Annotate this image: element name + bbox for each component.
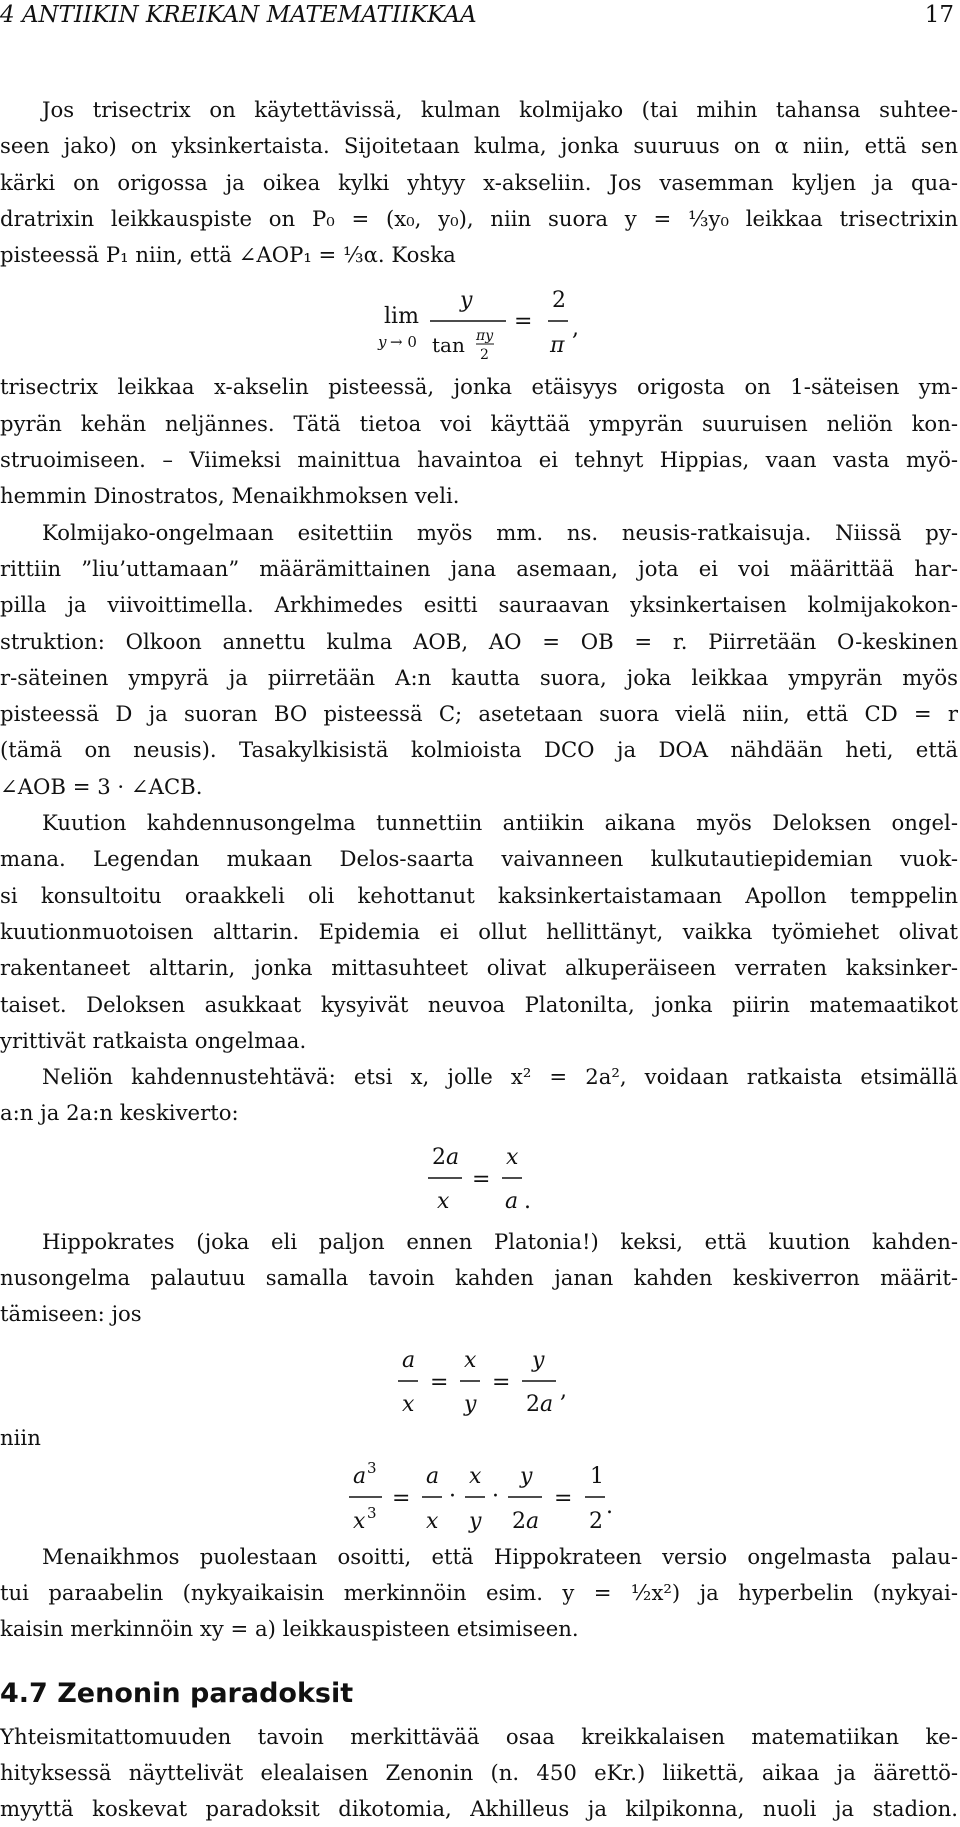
text-line: Kuution kahdennusongelma tunnettiin antiikin aikana myös Deloksen ongel-: [0, 805, 958, 841]
text-line: (tämä on neusis). Tasakylkisistä kolmioista DCO ja DOA nähdään heti, että: [0, 732, 958, 768]
svg-text:x: x: [353, 1509, 366, 1534]
svg-text:a: a: [426, 1464, 439, 1489]
paragraph-delian-problem: [0, 805, 958, 1059]
equation-limit: [0, 273, 958, 365]
text-line: kärki on origossa ja oikea kylki yhtyy x-akseliin. Jos vasemman kyljen ja qua-: [0, 165, 958, 201]
text-line: r-säteinen ympyrä ja piirretään A:n kautta suora, joka leikkaa ympyrän myös: [0, 660, 958, 696]
svg-text:π: π: [549, 333, 565, 358]
text-line: taiset. Deloksen asukkaat kysyivät neuvoa Platonilta, jonka piirin matemaatikot: [0, 987, 958, 1023]
svg-text:y: y: [463, 1392, 477, 1417]
text-line: Kolmijako-ongelmaan esitettiin myös mm. ns. neusis-ratkaisuja. Niissä py-: [0, 515, 958, 551]
svg-text:=: =: [514, 309, 532, 334]
paragraph-neusis: [0, 515, 958, 805]
svg-text:=: =: [554, 1486, 572, 1511]
svg-text:x: x: [469, 1464, 482, 1489]
equation-two-means: [0, 1333, 958, 1539]
svg-text:.: .: [524, 1189, 531, 1214]
svg-text:lim: lim: [384, 304, 419, 329]
svg-text:y: y: [459, 288, 473, 313]
svg-text:=: =: [430, 1370, 448, 1395]
svg-text:x: x: [402, 1392, 415, 1417]
svg-text:=: =: [472, 1167, 490, 1192]
text-line: kaisin merkinnöin xy = a) leikkauspisteen etsimiseen.: [0, 1611, 958, 1647]
svg-text:·: ·: [449, 1484, 456, 1509]
equation-mean-proportional: [0, 1132, 958, 1224]
text-line: pisteessä D ja suoran BO pisteessä C; asetetaan suora vielä niin, että CD = r: [0, 696, 958, 732]
svg-text:,: ,: [572, 316, 579, 341]
svg-text:2: 2: [552, 288, 566, 313]
svg-text:x: x: [426, 1509, 439, 1534]
paragraph-square-doubling: [0, 1059, 958, 1132]
svg-text:,: ,: [560, 1378, 567, 1403]
svg-text:3: 3: [367, 1459, 377, 1477]
text-line: struoimiseen. – Viimeksi mainittua havaintoa ei tehnyt Hippias, vaan vasta myö-: [0, 442, 958, 478]
svg-text:a: a: [505, 1189, 518, 1214]
paragraph-trisectrix: [0, 92, 958, 273]
text-line: pilla ja viivoittimella. Arkhimedes esitti sauraavan yksinkertaisen kolmijakokon-: [0, 587, 958, 623]
page-body: [0, 92, 958, 1827]
text-line: rittiin ”liu’uttamaan” määrämittainen jana asemaan, jota ei voi määrittää har-: [0, 551, 958, 587]
svg-text:a: a: [353, 1464, 366, 1489]
paragraph-quadrature: [0, 369, 958, 514]
text-line: pyrän kehän neljännes. Tätä tietoa voi käyttää ympyrän suuruisen neliön kon-: [0, 406, 958, 442]
text-line: hemmin Dinostratos, Menaikhmoksen veli.: [0, 478, 958, 514]
text-line: tämiseen: jos: [0, 1296, 958, 1332]
chapter-title: 4 ANTIIKIN KREIKAN MATEMATIIKKAA: [0, 2, 477, 28]
paragraph-menaechmus: [0, 1539, 958, 1648]
svg-text:tan: tan: [432, 333, 465, 357]
svg-text:2a: 2a: [526, 1392, 553, 1417]
svg-text:.: .: [606, 1494, 613, 1519]
text-line: dratrixin leikkauspiste on P₀ = (x₀, y₀), niin suora y = ⅓y₀ leikkaa trisectrixin: [0, 201, 958, 237]
text-line: myyttä koskevat paradoksit dikotomia, Akhilleus ja kilpikonna, nuoli ja stadion.: [0, 1791, 958, 1827]
text-line: Yhteismitattomuuden tavoin merkittävää osaa kreikkalaisen matematiikan ke-: [0, 1719, 958, 1755]
text-line: Menaikhmos puolestaan osoitti, että Hippokrateen versio ongelmasta palau-: [0, 1539, 958, 1575]
svg-text:x: x: [464, 1348, 477, 1373]
text-line: yrittivät ratkaista ongelmaa.: [0, 1023, 958, 1059]
limit-equation-graphic: [0, 273, 960, 365]
text-line: Jos trisectrix on käytettävissä, kulman kolmijako (tai mihin tahansa suhtee-: [0, 92, 958, 128]
svg-text:1: 1: [590, 1464, 604, 1489]
svg-text:=: =: [392, 1486, 410, 1511]
text-line: tui paraabelin (nykyaikaisin merkinnöin esim. y = ½x²) ja hyperbelin (nykyai-: [0, 1575, 958, 1611]
niin-word: niin: [0, 1425, 41, 1450]
text-line: Neliön kahdennustehtävä: etsi x, jolle x² = 2a², voidaan ratkaista etsimällä: [0, 1059, 958, 1095]
text-line: rakentaneet alttarin, jonka mittasuhteet olivat alkuperäiseen verraten kaksinker-: [0, 950, 958, 986]
svg-text:2: 2: [589, 1509, 603, 1534]
svg-text:y: y: [377, 333, 387, 351]
svg-text:x: x: [506, 1145, 519, 1170]
text-line: Hippokrates (joka eli paljon ennen Platonia!) keksi, että kuution kahden-: [0, 1224, 958, 1260]
text-line: nusongelma palautuu samalla tavoin kahden janan kahden keskiverron määrit-: [0, 1260, 958, 1296]
text-line: mana. Legendan mukaan Delos-saarta vaivanneen kulkutautiepidemian vuok-: [0, 841, 958, 877]
page-header: [0, 0, 960, 40]
page-number: 17: [925, 2, 954, 28]
paragraph-zeno: [0, 1719, 958, 1827]
text-line: struktion: Olkoon annettu kulma AOB, AO = OB = r. Piirretään O-keskinen: [0, 624, 958, 660]
text-line: si konsultoitu oraakkeli oli kehottanut kaksinkertaistamaan Apollon temppelin: [0, 878, 958, 914]
text-line: seen jako) on yksinkertaista. Sijoitetaan kulma, jonka suuruus on α niin, että sen: [0, 128, 958, 164]
svg-text:2a: 2a: [432, 1145, 459, 1170]
mean-proportional-graphic: [0, 1132, 960, 1224]
svg-text:πy: πy: [475, 328, 494, 344]
text-line: ∠AOB = 3 · ∠ACB.: [0, 769, 958, 805]
text-line: hityksessä näyttelivät elealaisen Zenonin (n. 450 eKr.) liikettä, aikaa ja äärettö-: [0, 1755, 958, 1791]
section-heading: 4.7 Zenonin paradoksit: [0, 1678, 958, 1709]
svg-text:=: =: [492, 1370, 510, 1395]
text-line: pisteessä P₁ niin, että ∠AOP₁ = ⅓α. Koska: [0, 237, 958, 273]
svg-text:y: y: [468, 1509, 482, 1534]
text-line: trisectrix leikkaa x-akselin pisteessä, jonka etäisyys origosta on 1-säteisen ym-: [0, 369, 958, 405]
svg-text:→ 0: → 0: [390, 333, 417, 351]
svg-text:2: 2: [480, 347, 489, 363]
svg-text:x: x: [437, 1189, 450, 1214]
svg-text:a: a: [402, 1348, 415, 1373]
two-means-graphic: [0, 1333, 960, 1539]
text-line: kuutionmuotoisen alttarin. Epidemia ei ollut hellittänyt, vaikka työmiehet olivat: [0, 914, 958, 950]
svg-text:y: y: [519, 1464, 533, 1489]
paragraph-hippocrates: [0, 1224, 958, 1333]
svg-text:y: y: [531, 1348, 545, 1373]
svg-text:2a: 2a: [512, 1509, 539, 1534]
text-line: a:n ja 2a:n keskiverto:: [0, 1095, 958, 1131]
svg-text:3: 3: [367, 1504, 377, 1522]
svg-text:·: ·: [492, 1484, 499, 1509]
